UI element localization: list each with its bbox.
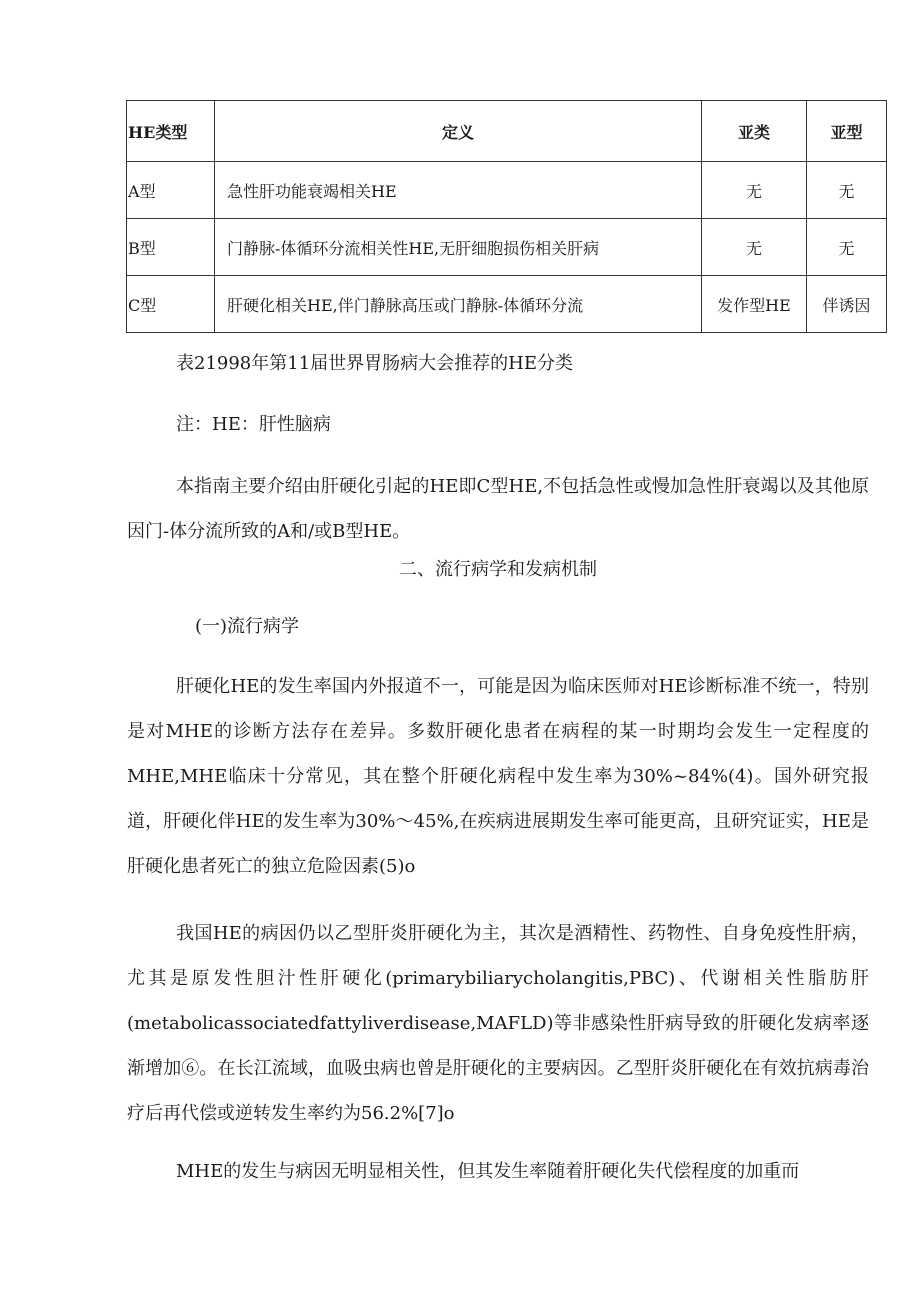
table-note: 注：HE：肝性脑病	[176, 414, 331, 435]
column-header: 定义	[215, 101, 702, 162]
table-cell: 伴诱因	[807, 276, 887, 333]
he-classification-table	[126, 100, 887, 333]
table-cell: 无	[702, 162, 807, 219]
table-caption: 表21998年第11届世界胃肠病大会推荐的HE分类	[176, 353, 574, 374]
table-cell: C型	[127, 276, 215, 333]
table-cell: 门静脉-体循环分流相关性HE,无肝细胞损伤相关肝病	[215, 219, 702, 276]
table-cell: A型	[127, 162, 215, 219]
section-title: 二、流行病学和发病机制	[399, 559, 597, 580]
table-cell: 发作型HE	[702, 276, 807, 333]
column-header: 亚型	[807, 101, 887, 162]
table-cell: 无	[807, 162, 887, 219]
table-cell: 肝硬化相关HE,伴门静脉高压或门静脉-体循环分流	[215, 276, 702, 333]
body-paragraph: MHE的发生与病因无明显相关性，但其发生率随着肝硬化失代偿程度的加重而	[176, 1161, 800, 1182]
table-row	[127, 219, 887, 276]
subsection-title: (一)流行病学	[195, 616, 300, 637]
table-row	[127, 276, 887, 333]
table-row	[127, 162, 887, 219]
column-header: 亚类	[702, 101, 807, 162]
table-header-row	[127, 101, 887, 162]
intro-paragraph: 本指南主要介绍由肝硬化引起的HE即C型HE,不包括急性或慢加急性肝衰竭以及其他原因门-体分流所致的A和/或B型HE。	[127, 476, 869, 542]
table-cell: 急性肝功能衰竭相关HE	[215, 162, 702, 219]
body-paragraph: 我国HE的病因仍以乙型肝炎肝硬化为主，其次是酒精性、药物性、自身免疫性肝病，尤其是原发性胆汁性肝硬化(primarybiliarycholangitis,PBC)、代谢相关性脂肪肝(metabolicassociatedfattyliverdisease,MAFLD)等非感染性肝病导致的肝硬化发病率逐渐增加⑥。在长江流域，血吸虫病也曾是肝硬化的主要病因。乙型肝炎肝硬化在有效抗病毒治疗后再代偿或逆转发生率约为56.2%[7]o	[127, 923, 869, 1124]
table-cell: 无	[807, 219, 887, 276]
table-cell: B型	[127, 219, 215, 276]
table-cell: 无	[702, 219, 807, 276]
column-header: HE类型	[127, 101, 215, 162]
body-paragraph: 肝硬化HE的发生率国内外报道不一，可能是因为临床医师对HE诊断标准不统一，特别是对MHE的诊断方法存在差异。多数肝硬化患者在病程的某一时期均会发生一定程度的MHE,MHE临床十分常见，其在整个肝硬化病程中发生率为30%~84%(4)。国外研究报道，肝硬化伴HE的发生率为30%～45%,在疾病进展期发生率可能更高，且研究证实，HE是肝硬化患者死亡的独立危险因素(5)o	[127, 676, 869, 877]
